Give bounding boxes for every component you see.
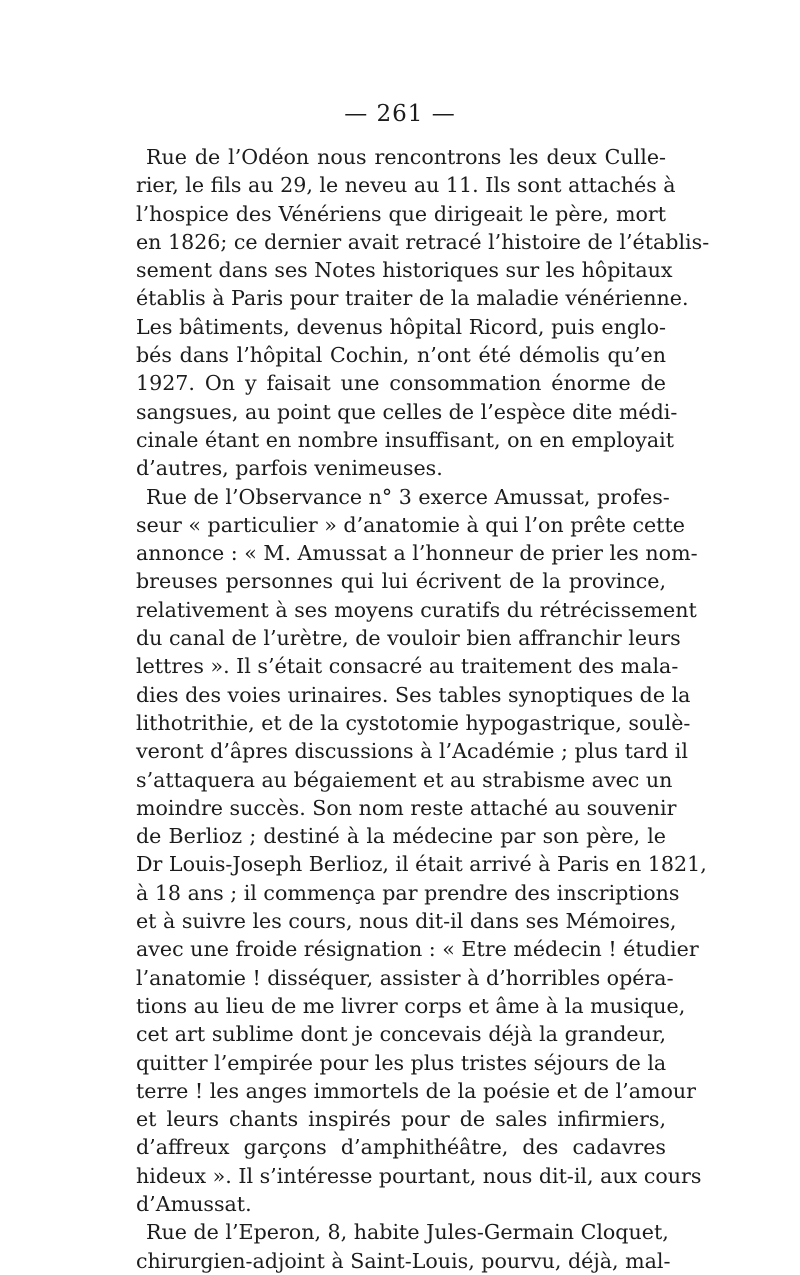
body-text [136,143,710,1275]
text-line: quitter l’empirée pour les plus tristes séjours de la [136,1050,667,1075]
page-number: — 261 — [344,101,456,127]
text-line: cet art sublime dont je concevais déjà la grandeur, [136,1022,666,1047]
text-line: du canal de l’urètre, de vouloir bien affranchir leurs [136,626,681,651]
text-line: Les bâtiments, devenus hôpital Ricord, puis englo- [136,314,666,339]
text-line: et à suivre les cours, nous dit-il dans ses Mémoires, [136,909,677,934]
text-line: d’Amussat. [136,1191,252,1216]
text-line: en 1826; ce dernier avait retracé l’histoire de l’établis- [136,229,710,254]
text-line: Rue de l’Eperon, 8, habite Jules-Germain Cloquet, [146,1220,669,1245]
text-line: rier, le fils au 29, le neveu au 11. Ils sont attachés à [136,173,676,198]
text-line: terre ! les anges immortels de la poésie et de l’amour [136,1078,697,1103]
text-line: seur « particulier » d’anatomie à qui l’on prête cette [136,512,685,537]
text-line: Dr Louis-Joseph Berlioz, il était arrivé à Paris en 1821, [136,852,707,877]
text-line: Rue de l’Odéon nous rencontrons les deux Culle- [146,145,666,169]
text-line: moindre succès. Son nom reste attaché au souvenir [136,795,677,820]
text-line: bés dans l’hôpital Cochin, n’ont été démolis qu’en [136,343,666,368]
text-line: à 18 ans ; il commença par prendre des inscriptions [136,880,680,905]
text-line: lithotrithie, et de la cystotomie hypogastrique, soulè- [136,710,691,735]
text-line: dies des voies urinaires. Ses tables synoptiques de la [136,682,691,707]
text-line: tions au lieu de me livrer corps et âme à la musique, [136,993,686,1018]
text-line: sangsues, au point que celles de l’espèce dite médi- [136,399,678,424]
text-line: et leurs chants inspirés pour de sales infirmiers, [136,1107,666,1132]
text-line: cinale étant en nombre insuffisant, on en employait [136,427,674,452]
text-line: breuses personnes qui lui écrivent de la province, [136,569,666,594]
text-line: établis à Paris pour traiter de la maladie vénérienne. [136,286,689,311]
text-line: l’anatomie ! disséquer, assister à d’horribles opéra- [136,965,674,990]
text-line: d’autres, parfois venimeuses. [136,456,443,481]
text-line: chirurgien-adjoint à Saint-Louis, pourvu, déjà, mal- [136,1248,671,1273]
text-line: l’hospice des Vénériens que dirigeait le père, mort [136,201,666,226]
text-line: s’attaquera au bégaiement et au strabisme avec un [136,767,673,792]
text-line: d’affreux garçons d’amphithéâtre, des cadavres [136,1135,666,1160]
text-line: 1927. On y faisait une consommation énorme de [136,371,666,396]
text-line: hideux ». Il s’intéresse pourtant, nous dit-il, aux cours [136,1163,702,1188]
text-line: lettres ». Il s’était consacré au traitement des mala- [136,654,679,679]
text-line: relativement à ses moyens curatifs du rétrécissement [136,597,697,622]
text-line: sement dans ses Notes historiques sur les hôpitaux [136,258,673,283]
text-line: veront d’âpres discussions à l’Académie ; plus tard il [136,739,688,764]
text-line: Rue de l’Observance n° 3 exerce Amussat, profes- [146,484,670,509]
text-line: annonce : « M. Amussat a l’honneur de prier les nom- [136,541,698,566]
text-line: de Berlioz ; destiné à la médecine par son père, le [136,824,666,849]
text-line: avec une froide résignation : « Etre médecin ! étudier [136,937,699,962]
